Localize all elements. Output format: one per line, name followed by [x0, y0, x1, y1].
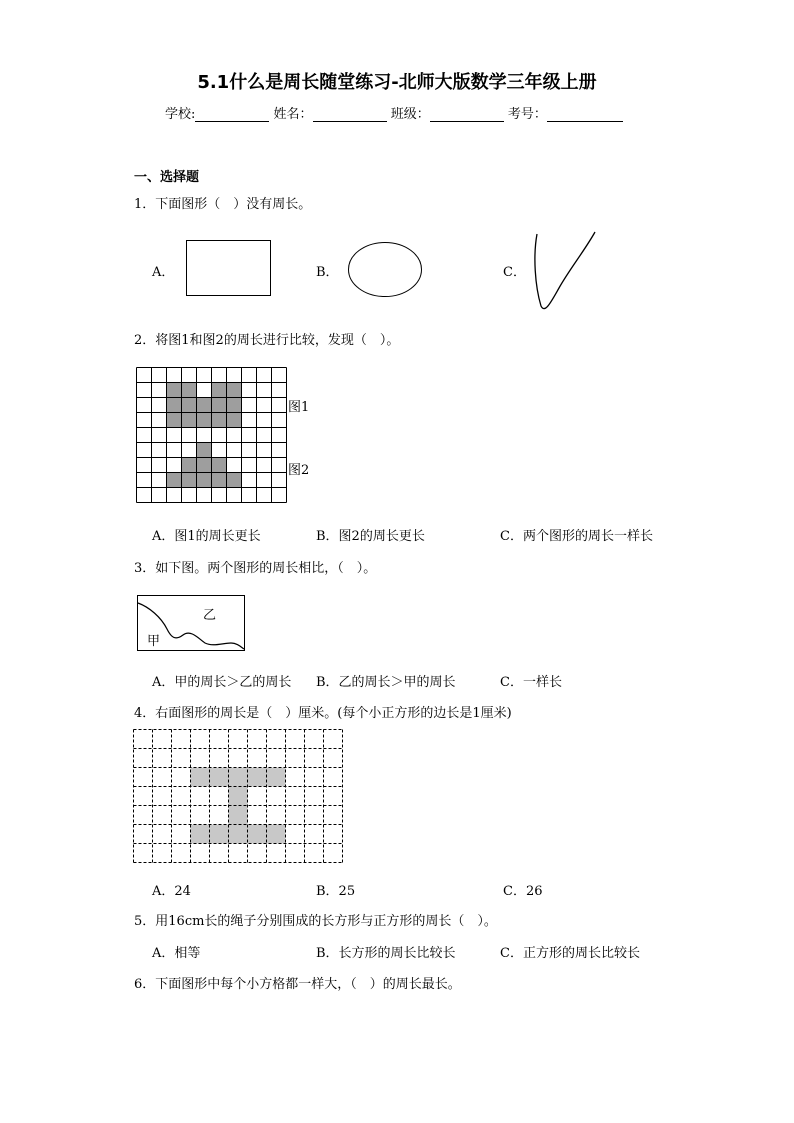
number-blank	[547, 107, 623, 122]
q4-shaded-cell	[210, 768, 229, 787]
q2-shaded-cell	[182, 458, 197, 473]
question-2-stem: 2．将图1和图2的周长进行比较，发现（ ）。	[134, 333, 400, 348]
q2-shaded-cell	[197, 458, 212, 473]
q2-shaded-cell	[212, 458, 227, 473]
q2-shaded-cell	[212, 383, 227, 398]
school-label: 学校:	[165, 107, 196, 122]
q4-shaded-cell	[229, 787, 248, 806]
q1-ellipse-figure	[347, 241, 423, 299]
q4-shaded-cell	[267, 825, 286, 844]
q1-option-c: C．	[503, 265, 526, 280]
name-blank	[313, 107, 387, 122]
q2-grid-figure	[136, 367, 288, 503]
q2-shaded-cell	[182, 398, 197, 413]
question-1-stem: 1．下面图形（ ）没有周长。	[134, 197, 312, 212]
q2-shaded-cell	[212, 413, 227, 428]
q2-shaded-cell	[197, 443, 212, 458]
q4-shaded-cell	[229, 806, 248, 825]
name-label: 姓名：	[273, 107, 313, 122]
q4-shaded-cell	[229, 825, 248, 844]
student-info-line	[165, 103, 623, 122]
q2-shaded-cell	[167, 383, 182, 398]
question-6-stem: 6．下面图形中每个小方格都一样大，（ ）的周长最长。	[134, 977, 461, 992]
q2-shaded-cell	[227, 473, 242, 488]
q2-shaded-cell	[197, 398, 212, 413]
q2-shaded-cell	[167, 413, 182, 428]
q4-option-b: B．25	[316, 884, 356, 899]
q2-option-a: A．图1的周长更长	[152, 529, 261, 544]
q1-open-curve-figure	[525, 226, 605, 316]
q1-option-b: B．	[316, 265, 339, 280]
q3-label-jia: 甲	[147, 634, 161, 649]
page-title: 5.1什么是周长随堂练习-北师大版数学三年级上册	[197, 72, 597, 93]
q5-option-b: B．长方形的周长比较长	[316, 946, 456, 961]
q4-shaded-cell	[191, 768, 210, 787]
q4-option-a: A．24	[152, 884, 191, 899]
q2-shaded-cell	[227, 383, 242, 398]
q2-shaded-cell	[167, 473, 182, 488]
q4-shaded-cell	[210, 825, 229, 844]
q3-option-a: A．甲的周长＞乙的周长	[152, 675, 292, 690]
section-heading: 一、选择题	[134, 170, 200, 185]
q4-shaded-cell	[229, 768, 248, 787]
q4-option-c: C．26	[503, 884, 543, 899]
q2-shaded-cell	[182, 413, 197, 428]
class-blank	[430, 107, 504, 122]
school-blank	[195, 107, 269, 122]
q4-dashed-grid-figure	[133, 729, 347, 865]
q2-shaded-cell	[197, 473, 212, 488]
q2-shaded-cell	[212, 473, 227, 488]
q3-option-b: B．乙的周长＞甲的周长	[316, 675, 456, 690]
q3-option-c: C．一样长	[500, 675, 562, 690]
q2-shaded-cell	[167, 398, 182, 413]
question-3-stem: 3．如下图。两个图形的周长相比，（ ）。	[134, 561, 377, 576]
q1-option-a: A．	[152, 265, 175, 280]
q4-shaded-cell	[248, 825, 267, 844]
q2-shaded-cell	[182, 473, 197, 488]
question-4-stem: 4．右面图形的周长是（ ）厘米。(每个小正方形的边长是1厘米)	[134, 706, 512, 721]
question-5-stem: 5．用16cm长的绳子分别围成的长方形与正方形的周长（ ）。	[134, 914, 497, 929]
number-label: 考号：	[507, 107, 547, 122]
q2-option-b: B．图2的周长更长	[316, 529, 425, 544]
q4-shaded-cell	[191, 825, 210, 844]
q5-option-c: C．正方形的周长比较长	[500, 946, 640, 961]
class-label: 班级：	[390, 107, 430, 122]
q2-shaded-cell	[212, 398, 227, 413]
q2-figure-1-label: 图1	[288, 400, 310, 415]
q2-shaded-cell	[182, 383, 197, 398]
q2-shaded-cell	[227, 413, 242, 428]
q2-figure-2-label: 图2	[288, 463, 310, 478]
q2-option-c: C．两个图形的周长一样长	[500, 529, 653, 544]
q5-option-a: A．相等	[152, 946, 201, 961]
q1-rectangle-figure	[186, 240, 272, 298]
q3-label-yi: 乙	[203, 608, 217, 623]
q4-shaded-cell	[248, 768, 267, 787]
q2-shaded-cell	[197, 413, 212, 428]
q2-shaded-cell	[227, 398, 242, 413]
q4-shaded-cell	[267, 768, 286, 787]
